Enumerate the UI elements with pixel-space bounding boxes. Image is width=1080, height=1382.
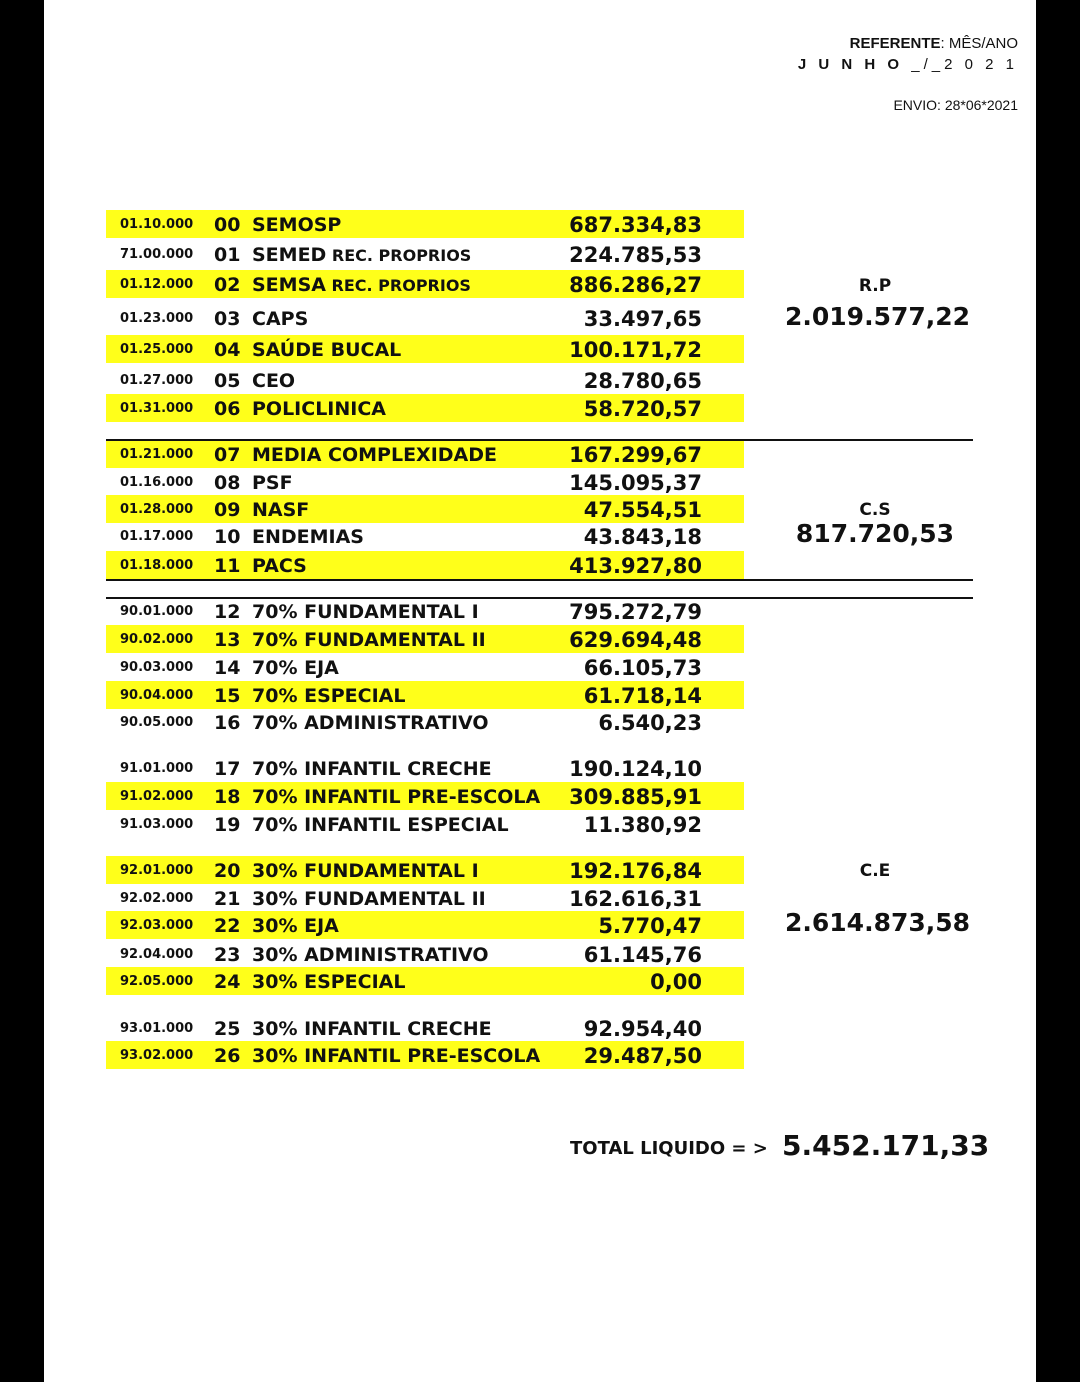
table-row: [106, 210, 744, 238]
row-number: 00: [214, 214, 241, 236]
section-divider: [106, 439, 973, 441]
group-total-rp: 2.019.577,22: [785, 302, 971, 331]
row-name: 70% FUNDAMENTAL II: [252, 629, 486, 651]
row-code: 01.25.000: [120, 342, 194, 357]
row-number: 23: [214, 944, 241, 966]
row-value: 413.927,80: [569, 554, 702, 578]
table-row: [106, 754, 744, 782]
row-number: 21: [214, 888, 241, 910]
row-code: 93.02.000: [120, 1048, 194, 1063]
row-value: 61.718,14: [583, 684, 702, 708]
table-row: [106, 625, 744, 653]
month: J U N H O: [797, 56, 904, 73]
row-value: 224.785,53: [569, 243, 702, 267]
row-number: 22: [214, 915, 241, 937]
row-number: 13: [214, 629, 241, 651]
row-code: 91.02.000: [120, 789, 194, 804]
row-code: 01.21.000: [120, 447, 194, 462]
total-value: 5.452.171,33: [782, 1129, 990, 1162]
table-row: [106, 440, 744, 468]
row-code: 90.04.000: [120, 688, 194, 703]
row-name: CEO: [252, 370, 296, 392]
row-code: 01.28.000: [120, 502, 194, 517]
row-code: 01.27.000: [120, 373, 194, 388]
row-code: 90.01.000: [120, 604, 194, 619]
table-row: [106, 597, 744, 625]
row-name: 70% INFANTIL PRE-ESCOLA: [252, 786, 541, 808]
row-number: 20: [214, 860, 241, 882]
table-row: [106, 468, 744, 496]
row-value: 11.380,92: [583, 813, 702, 837]
row-name: PSF: [252, 472, 293, 494]
table-row: [106, 911, 744, 939]
row-number: 02: [214, 274, 241, 296]
referente-line: [850, 35, 1018, 52]
row-value: 5.770,47: [598, 914, 702, 938]
row-value: 28.780,65: [583, 369, 702, 393]
row-code: 01.31.000: [120, 401, 194, 416]
row-name: MEDIA COMPLEXIDADE: [252, 444, 498, 466]
row-name: 30% FUNDAMENTAL I: [252, 860, 479, 882]
section-divider: [106, 579, 973, 581]
row-number: 10: [214, 526, 241, 548]
row-value: 886.286,27: [569, 273, 702, 297]
row-number: 19: [214, 814, 241, 836]
row-code: 92.05.000: [120, 974, 194, 989]
row-code: 92.04.000: [120, 947, 194, 962]
row-value: 61.145,76: [583, 943, 702, 967]
row-number: 18: [214, 786, 241, 808]
group-label-ce: C.E: [859, 861, 891, 881]
row-number: 06: [214, 398, 241, 420]
row-value: 629.694,48: [569, 628, 702, 652]
row-number: 25: [214, 1018, 241, 1040]
row-number: 15: [214, 685, 241, 707]
row-number: 24: [214, 971, 241, 993]
row-name: SEMOSP: [252, 214, 342, 236]
table-row: [106, 304, 744, 332]
row-value: 309.885,91: [569, 785, 702, 809]
row-name: PACS: [252, 555, 307, 577]
month-year-line: [798, 56, 1018, 73]
row-name: 30% FUNDAMENTAL II: [252, 888, 486, 910]
row-name: 30% EJA: [252, 915, 339, 937]
row-number: 09: [214, 499, 241, 521]
row-value: 145.095,37: [569, 471, 702, 495]
group-total-cs: 817.720,53: [795, 519, 955, 548]
row-name: SEMSA: [252, 274, 326, 296]
row-number: 07: [214, 444, 241, 466]
row-name: 30% ESPECIAL: [252, 971, 406, 993]
row-name: 30% ADMINISTRATIVO: [252, 944, 489, 966]
row-number: 08: [214, 472, 241, 494]
group-label-rp: R.P: [858, 276, 892, 296]
row-value: 47.554,51: [583, 498, 702, 522]
row-number: 03: [214, 308, 241, 330]
row-name-suffix: REC. PROPRIOS: [325, 276, 471, 295]
row-name: 30% INFANTIL CRECHE: [252, 1018, 492, 1040]
row-number: 26: [214, 1045, 241, 1067]
row-code: 93.01.000: [120, 1021, 194, 1036]
table-row: [106, 653, 744, 681]
row-name: CAPS: [252, 308, 309, 330]
table-row: [106, 495, 744, 523]
row-value: 58.720,57: [583, 397, 702, 421]
table-row: [106, 782, 744, 810]
row-value: 33.497,65: [583, 307, 702, 331]
row-value: 0,00: [650, 970, 702, 994]
total-label: TOTAL LIQUIDO = >: [570, 1138, 768, 1159]
row-value: 100.171,72: [569, 338, 702, 362]
referente-label: REFERENTE: [849, 35, 941, 52]
table-row: [106, 551, 744, 579]
table-row: [106, 1014, 744, 1042]
row-name: 70% INFANTIL CRECHE: [252, 758, 492, 780]
table-row: [106, 810, 744, 838]
row-value: 6.540,23: [598, 711, 702, 735]
referente-suffix: : MÊS/ANO: [940, 35, 1018, 52]
row-code: 01.23.000: [120, 311, 194, 326]
row-code: 92.03.000: [120, 918, 194, 933]
table-row: [106, 335, 744, 363]
row-number: 17: [214, 758, 241, 780]
row-name: SEMED: [252, 244, 327, 266]
row-code: 92.01.000: [120, 863, 194, 878]
table-row: [106, 394, 744, 422]
year: _/_2 0 2 1: [903, 56, 1018, 73]
row-code: 91.01.000: [120, 761, 194, 776]
row-name: NASF: [252, 499, 310, 521]
row-code: 01.18.000: [120, 558, 194, 573]
row-value: 29.487,50: [583, 1044, 702, 1068]
row-code: 01.17.000: [120, 529, 194, 544]
row-value: 162.616,31: [569, 887, 702, 911]
row-number: 11: [214, 555, 241, 577]
row-number: 12: [214, 601, 241, 623]
row-value: 192.176,84: [569, 859, 702, 883]
row-code: 92.02.000: [120, 891, 194, 906]
table-row: [106, 1041, 744, 1069]
row-name: 70% EJA: [252, 657, 339, 679]
table-row: [106, 856, 744, 884]
row-value: 190.124,10: [569, 757, 702, 781]
section-divider: [106, 597, 973, 599]
row-value: 167.299,67: [569, 443, 702, 467]
row-code: 90.03.000: [120, 660, 194, 675]
row-name: 70% FUNDAMENTAL I: [252, 601, 479, 623]
group-total-ce: 2.614.873,58: [785, 908, 971, 937]
row-code: 01.10.000: [120, 217, 194, 232]
table-row: [106, 270, 744, 298]
table-row: [106, 681, 744, 709]
envio-date: ENVIO: 28*06*2021: [893, 97, 1018, 113]
row-value: 43.843,18: [583, 525, 702, 549]
table-row: [106, 522, 744, 550]
row-number: 16: [214, 712, 241, 734]
row-value: 687.334,83: [569, 213, 702, 237]
table-row: [106, 240, 744, 268]
table-row: [106, 708, 744, 736]
row-code: 71.00.000: [120, 247, 194, 262]
row-name: ENDEMIAS: [252, 526, 364, 548]
row-name: POLICLINICA: [252, 398, 386, 420]
table-row: [106, 940, 744, 968]
table-row: [106, 366, 744, 394]
row-name: 70% INFANTIL ESPECIAL: [252, 814, 509, 836]
row-code: 01.16.000: [120, 475, 194, 490]
group-label-cs: C.S: [859, 500, 891, 520]
row-number: 04: [214, 339, 241, 361]
row-value: 795.272,79: [569, 600, 702, 624]
row-value: 92.954,40: [583, 1017, 702, 1041]
row-code: 01.12.000: [120, 277, 194, 292]
row-name-suffix: REC. PROPRIOS: [326, 246, 472, 265]
row-name-group: [252, 240, 471, 271]
row-code: 90.02.000: [120, 632, 194, 647]
row-code: 90.05.000: [120, 715, 194, 730]
row-name: 70% ADMINISTRATIVO: [252, 712, 489, 734]
table-row: [106, 884, 744, 912]
row-number: 01: [214, 244, 241, 266]
row-number: 14: [214, 657, 241, 679]
table-row: [106, 967, 744, 995]
row-code: 91.03.000: [120, 817, 194, 832]
row-name: 30% INFANTIL PRE-ESCOLA: [252, 1045, 541, 1067]
row-name: 70% ESPECIAL: [252, 685, 406, 707]
row-value: 66.105,73: [583, 656, 702, 680]
row-number: 05: [214, 370, 241, 392]
row-name: SAÚDE BUCAL: [252, 339, 402, 361]
row-name-group: [252, 270, 471, 301]
